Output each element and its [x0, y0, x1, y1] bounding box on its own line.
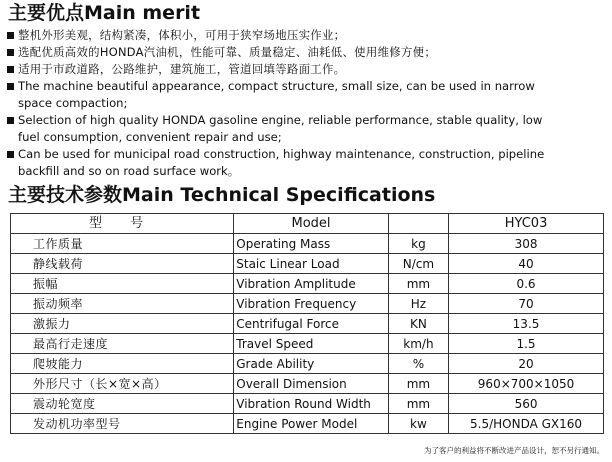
- spec-value: 70: [449, 294, 604, 314]
- square-bullet-icon: [7, 32, 14, 39]
- merit-bullet: [6, 146, 606, 180]
- spec-value: 20: [449, 354, 604, 374]
- merit-bullet-line: fuel consumption, convenient repair and use;: [18, 130, 282, 144]
- spec-name-en: Vibration Amplitude: [234, 274, 389, 294]
- square-bullet-icon: [7, 151, 14, 158]
- merit-bullet: [6, 61, 606, 78]
- merit-bullet: [6, 112, 606, 146]
- spec-name-en: Vibration Round Width: [234, 394, 389, 414]
- main-merit-title: 主要优点Main merit: [8, 2, 201, 24]
- spec-value: 308: [449, 234, 604, 254]
- square-bullet-icon: [7, 83, 14, 90]
- spec-unit: kg: [388, 234, 448, 254]
- spec-name-en: Engine Power Model: [234, 414, 389, 434]
- spec-name-en: Operating Mass: [234, 234, 389, 254]
- spec-name-cn: 发动机功率型号: [11, 414, 234, 434]
- spec-unit: mm: [388, 274, 448, 294]
- spec-name-cn: 振幅: [11, 274, 234, 294]
- spec-unit: Hz: [388, 294, 448, 314]
- specifications-title: 主要技术参数Main Technical Specifications: [8, 184, 436, 206]
- header-model-en: Model: [234, 214, 389, 234]
- merit-bullet-line: backfill and so on road surface work。: [18, 164, 240, 178]
- spec-unit: mm: [388, 394, 448, 414]
- spec-value: 40: [449, 254, 604, 274]
- square-bullet-icon: [7, 117, 14, 124]
- table-row: [11, 394, 604, 414]
- specifications-table: [10, 213, 604, 434]
- spec-name-en: Travel Speed: [234, 334, 389, 354]
- spec-name-cn: 外形尺寸（长×宽×高）: [11, 374, 234, 394]
- spec-unit: km/h: [388, 334, 448, 354]
- merit-bullet: [6, 78, 606, 112]
- table-row: [11, 234, 604, 254]
- table-row: [11, 354, 604, 374]
- spec-name-en: Staic Linear Load: [234, 254, 389, 274]
- header-unit: [388, 214, 448, 234]
- spec-value: 13.5: [449, 314, 604, 334]
- spec-name-cn: 爬坡能力: [11, 354, 234, 374]
- merit-bullet-line: The machine beautiful appearance, compact structure, small size, can be used in narrow: [18, 79, 535, 93]
- spec-name-en: Centrifugal Force: [234, 314, 389, 334]
- merit-bullet: [6, 27, 606, 44]
- spec-value: 0.6: [449, 274, 604, 294]
- footnote: 为了客户的利益将不断改进产品设计，恕不另行通知。: [424, 446, 604, 455]
- table-row: [11, 374, 604, 394]
- spec-unit: N/cm: [388, 254, 448, 274]
- spec-name-cn: 激振力: [11, 314, 234, 334]
- spec-unit: KN: [388, 314, 448, 334]
- table-row: [11, 254, 604, 274]
- merit-bullet-text: 选配优质高效的HONDA汽油机，性能可靠、质量稳定、油耗低、使用维修方便；: [18, 45, 437, 59]
- square-bullet-icon: [7, 66, 14, 73]
- table-row: [11, 314, 604, 334]
- spec-value: 560: [449, 394, 604, 414]
- merit-bullet: [6, 44, 606, 61]
- spec-name-cn: 工作质量: [11, 234, 234, 254]
- spec-name-cn: 静线载荷: [11, 254, 234, 274]
- table-header-row: [11, 214, 604, 234]
- square-bullet-icon: [7, 49, 14, 56]
- merit-bullet-line: Can be used for municipal road construction, highway maintenance, construction, pipeline: [18, 147, 545, 161]
- spec-unit: mm: [388, 374, 448, 394]
- table-row: [11, 294, 604, 314]
- spec-name-cn: 震动轮宽度: [11, 394, 234, 414]
- spec-name-en: Grade Ability: [234, 354, 389, 374]
- spec-name-en: Overall Dimension: [234, 374, 389, 394]
- spec-name-cn: 最高行走速度: [11, 334, 234, 354]
- spec-name-cn: 振动频率: [11, 294, 234, 314]
- spec-value: 1.5: [449, 334, 604, 354]
- merit-list: [6, 27, 606, 180]
- spec-name-en: Vibration Frequency: [234, 294, 389, 314]
- spec-value: 5.5/HONDA GX160: [449, 414, 604, 434]
- merit-bullet-text: 适用于市政道路，公路维护，建筑施工，管道回填等路面工作。: [18, 62, 346, 76]
- spec-unit: kw: [388, 414, 448, 434]
- table-row: [11, 414, 604, 434]
- header-model-value: HYC03: [449, 214, 604, 234]
- header-model-cn: 型 号: [11, 214, 234, 234]
- table-row: [11, 274, 604, 294]
- merit-bullet-line: Selection of high quality HONDA gasoline engine, reliable performance, stable quality, low: [18, 113, 543, 127]
- spec-value: 960×700×1050: [449, 374, 604, 394]
- spec-unit: %: [388, 354, 448, 374]
- merit-bullet-text: 整机外形美观，结构紧凑，体积小，可用于狭窄场地压实作业；: [18, 28, 346, 42]
- table-row: [11, 334, 604, 354]
- merit-bullet-line: space compaction;: [18, 96, 128, 110]
